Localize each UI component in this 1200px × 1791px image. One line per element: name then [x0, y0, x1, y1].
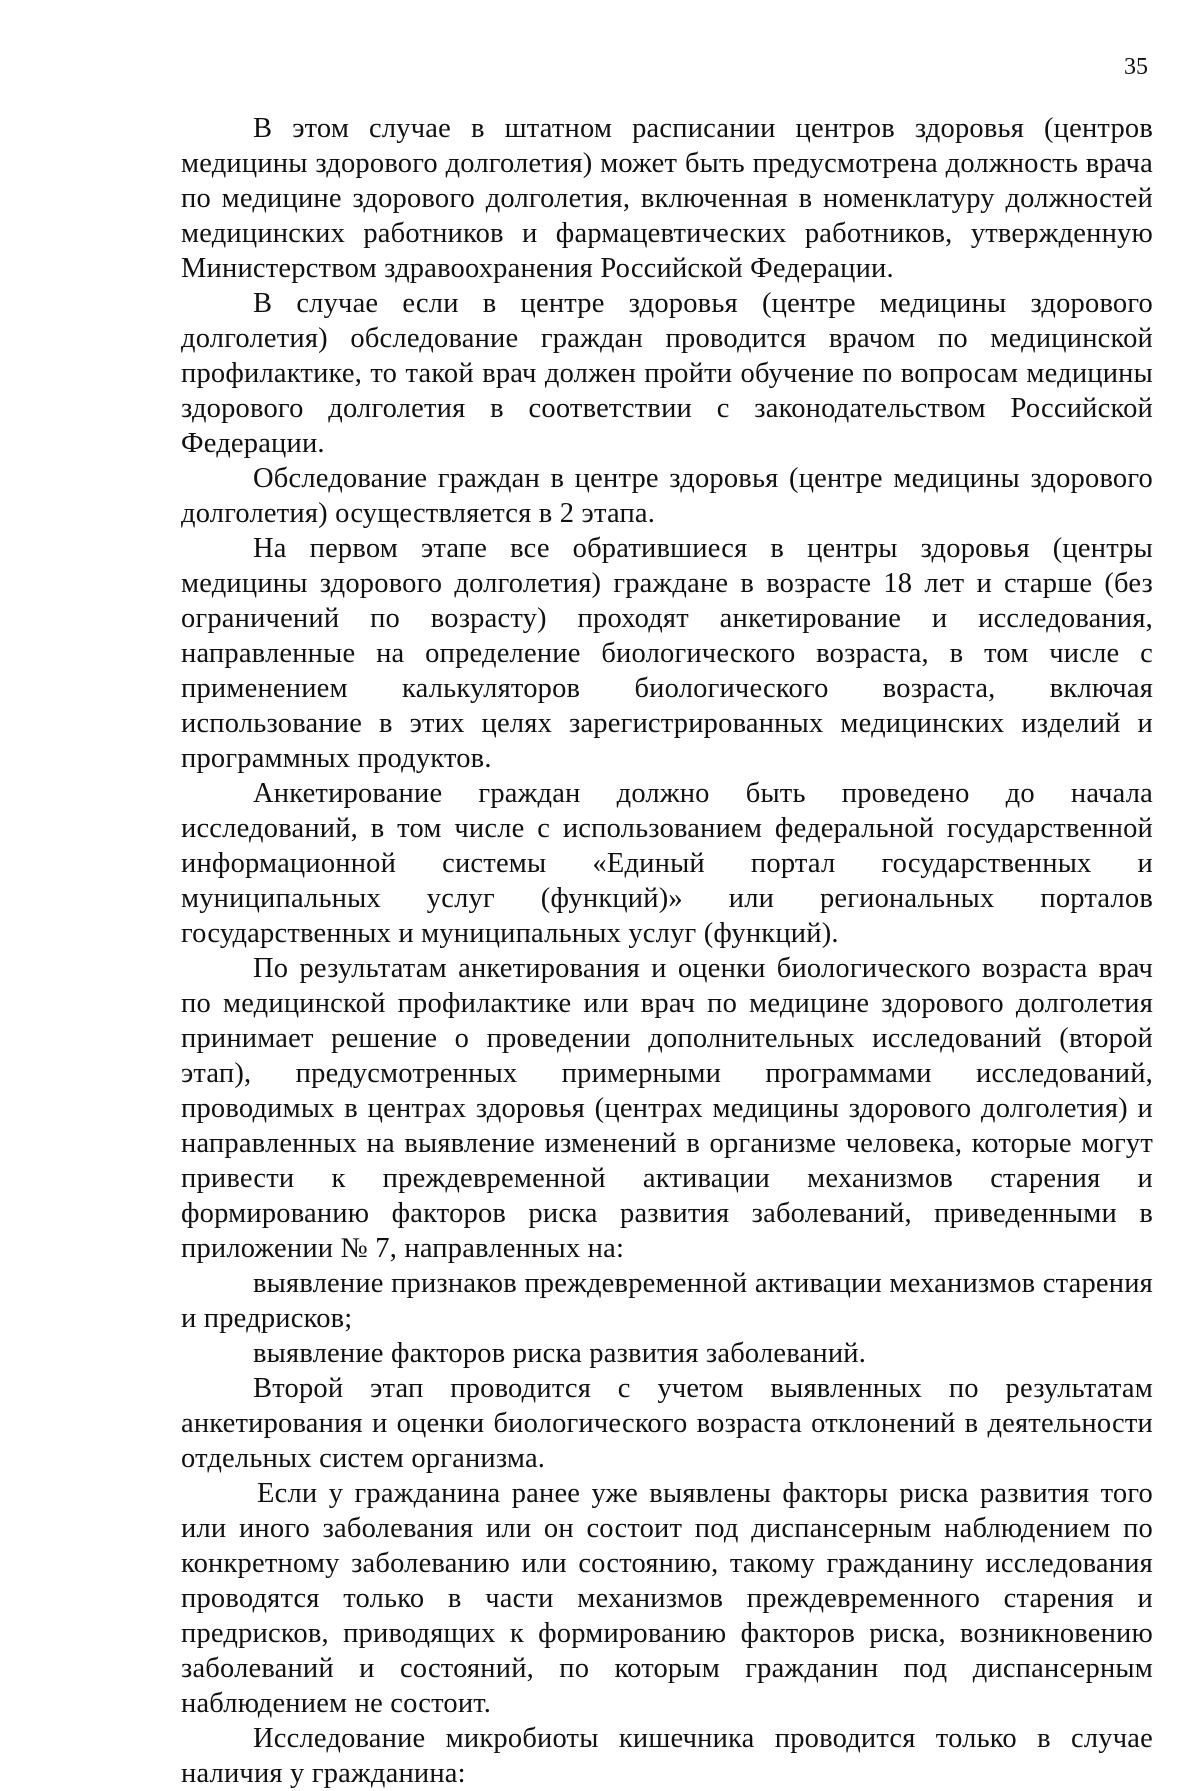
paragraph-second-stage-decision: По результатам анкетирования и оценки биологического возраста врач по медицинской профилактике или врач по медицине здорового долголетия принимает решение о проведении дополнительных исследований (второй этап), предусмотренных примерными программами исследований, проводимых в центрах здоровья (центрах медицины здорового долголетия) и направленных на выявление изменений в организме человека, которые могут привести к преждевременной активации механизмов старения и формированию факторов риска развития заболеваний, приведенными в приложении № 7, направленных на:	[181, 953, 1153, 1264]
list-item-risk-factors: выявление факторов риска развития заболеваний.	[253, 1338, 867, 1369]
document-body	[181, 111, 1153, 1791]
list-item-aging-signs: выявление признаков преждевременной активации механизмов старения и предрисков;	[181, 1268, 1153, 1334]
paragraph-first-stage: На первом этапе все обратившиеся в центры здоровья (центры медицины здорового долголетия) граждане в возрасте 18 лет и старше (без ограничений по возрасту) проходят анкетирование и исследования, направленные на определение биологического возраста, в том числе с применением калькуляторов биологического возраста, включая использование в этих целях зарегистрированных медицинских изделий и программных продуктов.	[181, 533, 1153, 774]
paragraph-second-stage-basis: Второй этап проводится с учетом выявленных по результатам анкетирования и оценки биологического возраста отклонений в деятельности отдельных систем организма.	[181, 1373, 1153, 1474]
paragraph-microbiota-study: Исследование микробиоты кишечника проводится только в случае наличия у гражданина:	[181, 1723, 1153, 1789]
paragraph-staff-position: В этом случае в штатном расписании центров здоровья (центров медицины здорового долголетия) может быть предусмотрена должность врача по медицине здорового долголетия, включенная в номенклатуру должностей медицинских работников и фармацевтических работников, утвержденную Министерством здравоохранения Российской Федерации.	[181, 113, 1153, 284]
paragraph-existing-risk-factors: Если у гражданина ранее уже выявлены факторы риска развития того или иного заболевания или он состоит под диспансерным наблюдением по конкретному заболеванию или состоянию, такому гражданину исследования проводятся только в части механизмов преждевременного старения и предрисков, приводящих к формированию факторов риска, возникновению заболеваний и состояний, по которым гражданин под диспансерным наблюдением не состоит.	[181, 1478, 1153, 1719]
paragraph-physician-training: В случае если в центре здоровья (центре медицины здорового долголетия) обследование граждан проводится врачом по медицинской профилактике, то такой врач должен пройти обучение по вопросам медицины здорового долголетия в соответствии с законодательством Российской Федерации.	[181, 288, 1153, 459]
paragraph-two-stages: Обследование граждан в центре здоровья (центре медицины здорового долголетия) осуществляется в 2 этапа.	[181, 463, 1153, 529]
page-number: 35	[1124, 54, 1148, 80]
paragraph-questionnaire: Анкетирование граждан должно быть проведено до начала исследований, в том числе с использованием федеральной государственной информационной системы «Единый портал государственных и муниципальных услуг (функций)» или региональных порталов государственных и муниципальных услуг (функций).	[181, 778, 1153, 949]
